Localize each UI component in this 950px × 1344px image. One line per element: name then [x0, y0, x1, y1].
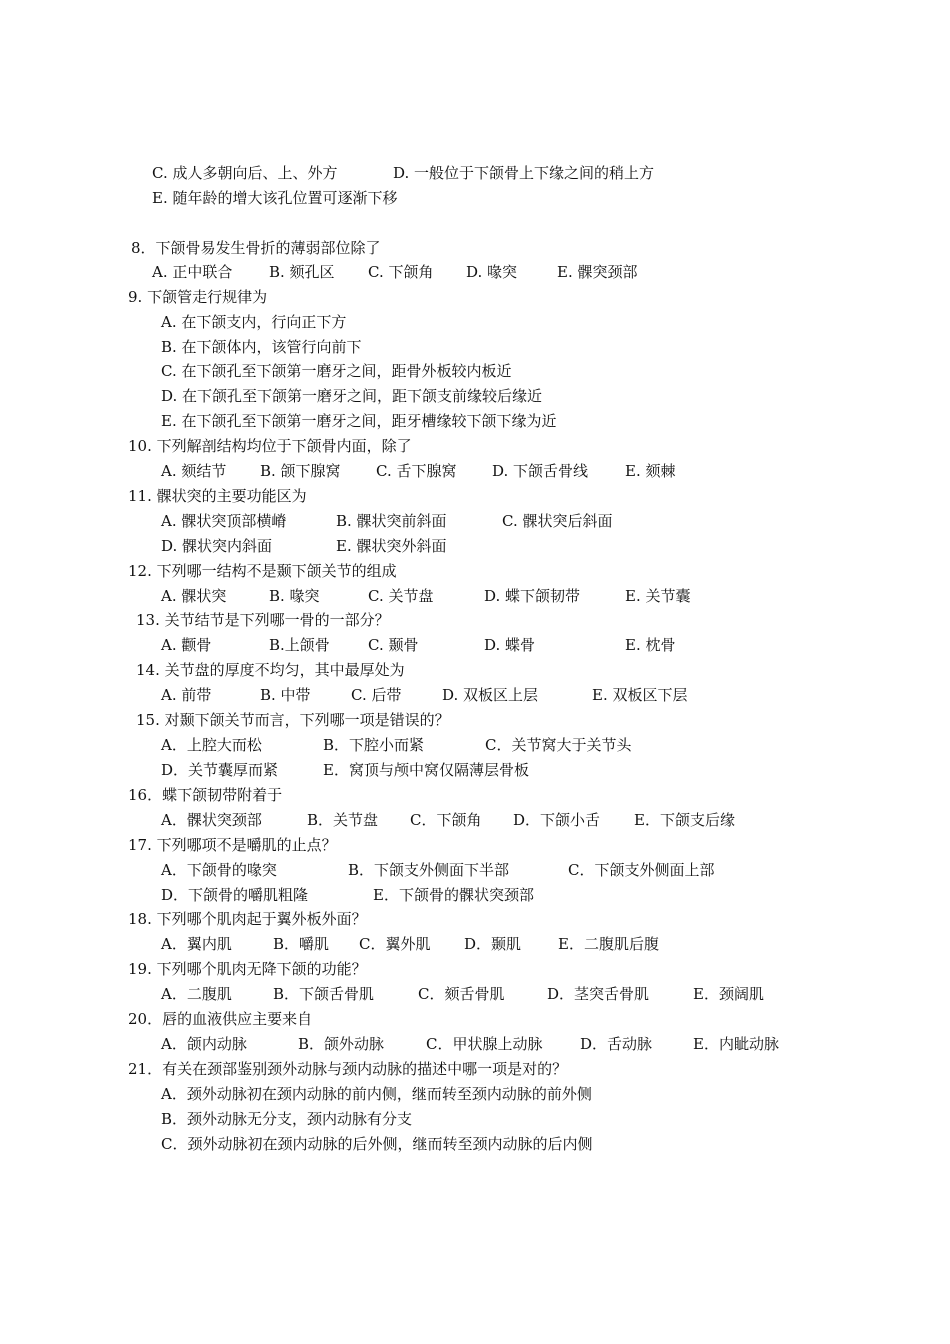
q19-stem: 19. 下列哪个肌肉无降下颌的功能？ [128, 960, 367, 978]
q17-option-b: B．下颌支外侧面下半部 [348, 861, 510, 879]
q15-stem: 15. 对颞下颌关节而言，下列哪一项是错误的？ [136, 711, 450, 729]
q11-option-b: B. 髁状突前斜面 [336, 512, 447, 530]
q9-stem: 9. 下颌管走行规律为 [128, 288, 268, 306]
q8-option-b: B. 颏孔区 [269, 263, 335, 281]
q19-option-e: E．颈阔肌 [693, 985, 764, 1003]
q16-stem: 16．蝶下颌韧带附着于 [128, 786, 283, 804]
q16-option-c: C．下颌角 [410, 811, 482, 829]
q18-option-c: C．翼外肌 [359, 935, 431, 953]
q19-option-a: A．二腹肌 [161, 985, 232, 1003]
q18-option-d: D．颞肌 [464, 935, 522, 953]
q10-option-e: E. 颏棘 [625, 462, 676, 480]
q7-option-c: C. 成人多朝向后、上、外方 [152, 164, 338, 182]
q20-option-e: E．内眦动脉 [693, 1035, 779, 1053]
q21-option-c: C．颈外动脉初在颈内动脉的后外侧，继而转至颈内动脉的后内侧 [161, 1135, 593, 1153]
q13-option-a: A. 颧骨 [161, 636, 212, 654]
q10-option-d: D. 下颌舌骨线 [492, 462, 589, 480]
q17-option-a: A．下颌骨的喙突 [161, 861, 277, 879]
q18-option-e: E．二腹肌后腹 [558, 935, 659, 953]
q13-option-d: D. 蝶骨 [484, 636, 536, 654]
q8-option-a: A. 正中联合 [152, 263, 233, 281]
q21-option-a: A．颈外动脉初在颈内动脉的前内侧，继而转至颈内动脉的前外侧 [161, 1085, 592, 1103]
q8-option-e: E. 髁突颈部 [557, 263, 638, 281]
q13-option-c: C. 颞骨 [368, 636, 419, 654]
q10-option-c: C. 舌下腺窝 [376, 462, 457, 480]
q14-option-e: E. 双板区下层 [592, 686, 688, 704]
q9-option-b: B. 在下颌体内，该管行向前下 [161, 338, 362, 356]
q15-option-d: D．关节囊厚而紧 [161, 761, 279, 779]
q12-stem: 12. 下列哪一结构不是颞下颌关节的组成 [128, 562, 397, 580]
q15-option-c: C．关节窝大于关节头 [485, 736, 632, 754]
q12-option-c: C. 关节盘 [368, 587, 434, 605]
q19-option-d: D．茎突舌骨肌 [547, 985, 650, 1003]
q9-option-a: A. 在下颌支内，行向正下方 [161, 313, 347, 331]
q19-option-b: B．下颌舌骨肌 [273, 985, 375, 1003]
q20-stem: 20．唇的血液供应主要来自 [128, 1010, 313, 1028]
q9-option-e: E. 在下颌孔至下颌第一磨牙之间，距牙槽缘较下颌下缘为近 [161, 412, 557, 430]
q13-option-b: B.上颌骨 [269, 636, 330, 654]
q20-option-a: A．颌内动脉 [161, 1035, 247, 1053]
q14-stem: 14. 关节盘的厚度不均匀，其中最厚处为 [136, 661, 405, 679]
q18-stem: 18. 下列哪个肌肉起于翼外板外面？ [128, 910, 367, 928]
q16-option-b: B．关节盘 [307, 811, 379, 829]
q11-stem: 11. 髁状突的主要功能区为 [128, 487, 307, 505]
q16-option-a: A．髁状突颈部 [161, 811, 262, 829]
q17-option-d: D．下颌骨的嚼肌粗隆 [161, 886, 309, 904]
q20-option-b: B．颌外动脉 [298, 1035, 385, 1053]
q21-stem: 21．有关在颈部鉴别颈外动脉与颈内动脉的描述中哪一项是对的？ [128, 1060, 568, 1078]
q19-option-c: C．颏舌骨肌 [418, 985, 505, 1003]
q11-option-a: A. 髁状突顶部横嵴 [161, 512, 287, 530]
q17-option-c: C．下颌支外侧面上部 [568, 861, 715, 879]
q21-option-b: B．颈外动脉无分支，颈内动脉有分支 [161, 1110, 413, 1128]
q18-option-a: A．翼内肌 [161, 935, 232, 953]
q10-option-b: B. 颌下腺窝 [260, 462, 341, 480]
q8-stem: 8．下颌骨易发生骨折的薄弱部位除了 [131, 239, 381, 257]
q7-option-d: D. 一般位于下颌骨上下缘之间的稍上方 [393, 164, 655, 182]
q11-option-d: D. 髁状突内斜面 [161, 537, 273, 555]
q20-option-d: D．舌动脉 [580, 1035, 653, 1053]
q12-option-d: D. 蝶下颌韧带 [484, 587, 581, 605]
q16-option-d: D．下颌小舌 [513, 811, 601, 829]
q15-option-a: A．上腔大而松 [161, 736, 262, 754]
q11-option-e: E. 髁状突外斜面 [336, 537, 447, 555]
q10-option-a: A. 颏结节 [161, 462, 227, 480]
q14-option-c: C. 后带 [351, 686, 402, 704]
q20-option-c: C．甲状腺上动脉 [426, 1035, 543, 1053]
q11-option-c: C. 髁状突后斜面 [502, 512, 613, 530]
q16-option-e: E．下颌支后缘 [634, 811, 735, 829]
q12-option-b: B. 喙突 [269, 587, 320, 605]
q9-option-c: C. 在下颌孔至下颌第一磨牙之间，距骨外板较内板近 [161, 362, 512, 380]
q14-option-d: D. 双板区上层 [442, 686, 539, 704]
q8-option-d: D. 喙突 [466, 263, 518, 281]
q8-option-c: C. 下颌角 [368, 263, 434, 281]
q15-option-e: E．窝顶与颅中窝仅隔薄层骨板 [323, 761, 529, 779]
q12-option-a: A. 髁状突 [161, 587, 227, 605]
q10-stem: 10. 下列解剖结构均位于下颌骨内面，除了 [128, 437, 412, 455]
q9-option-d: D. 在下颌孔至下颌第一磨牙之间，距下颌支前缘较后缘近 [161, 387, 543, 405]
q17-stem: 17. 下列哪项不是嚼肌的止点？ [128, 836, 337, 854]
q14-option-b: B. 中带 [260, 686, 311, 704]
q13-option-e: E. 枕骨 [625, 636, 676, 654]
q17-option-e: E．下颌骨的髁状突颈部 [373, 886, 534, 904]
q14-option-a: A. 前带 [161, 686, 212, 704]
q15-option-b: B．下腔小而紧 [323, 736, 425, 754]
q12-option-e: E. 关节囊 [625, 587, 691, 605]
q18-option-b: B．嚼肌 [273, 935, 330, 953]
q7-option-e: E. 随年龄的增大该孔位置可逐渐下移 [152, 189, 398, 207]
q13-stem: 13. 关节结节是下列哪一骨的一部分？ [136, 611, 390, 629]
